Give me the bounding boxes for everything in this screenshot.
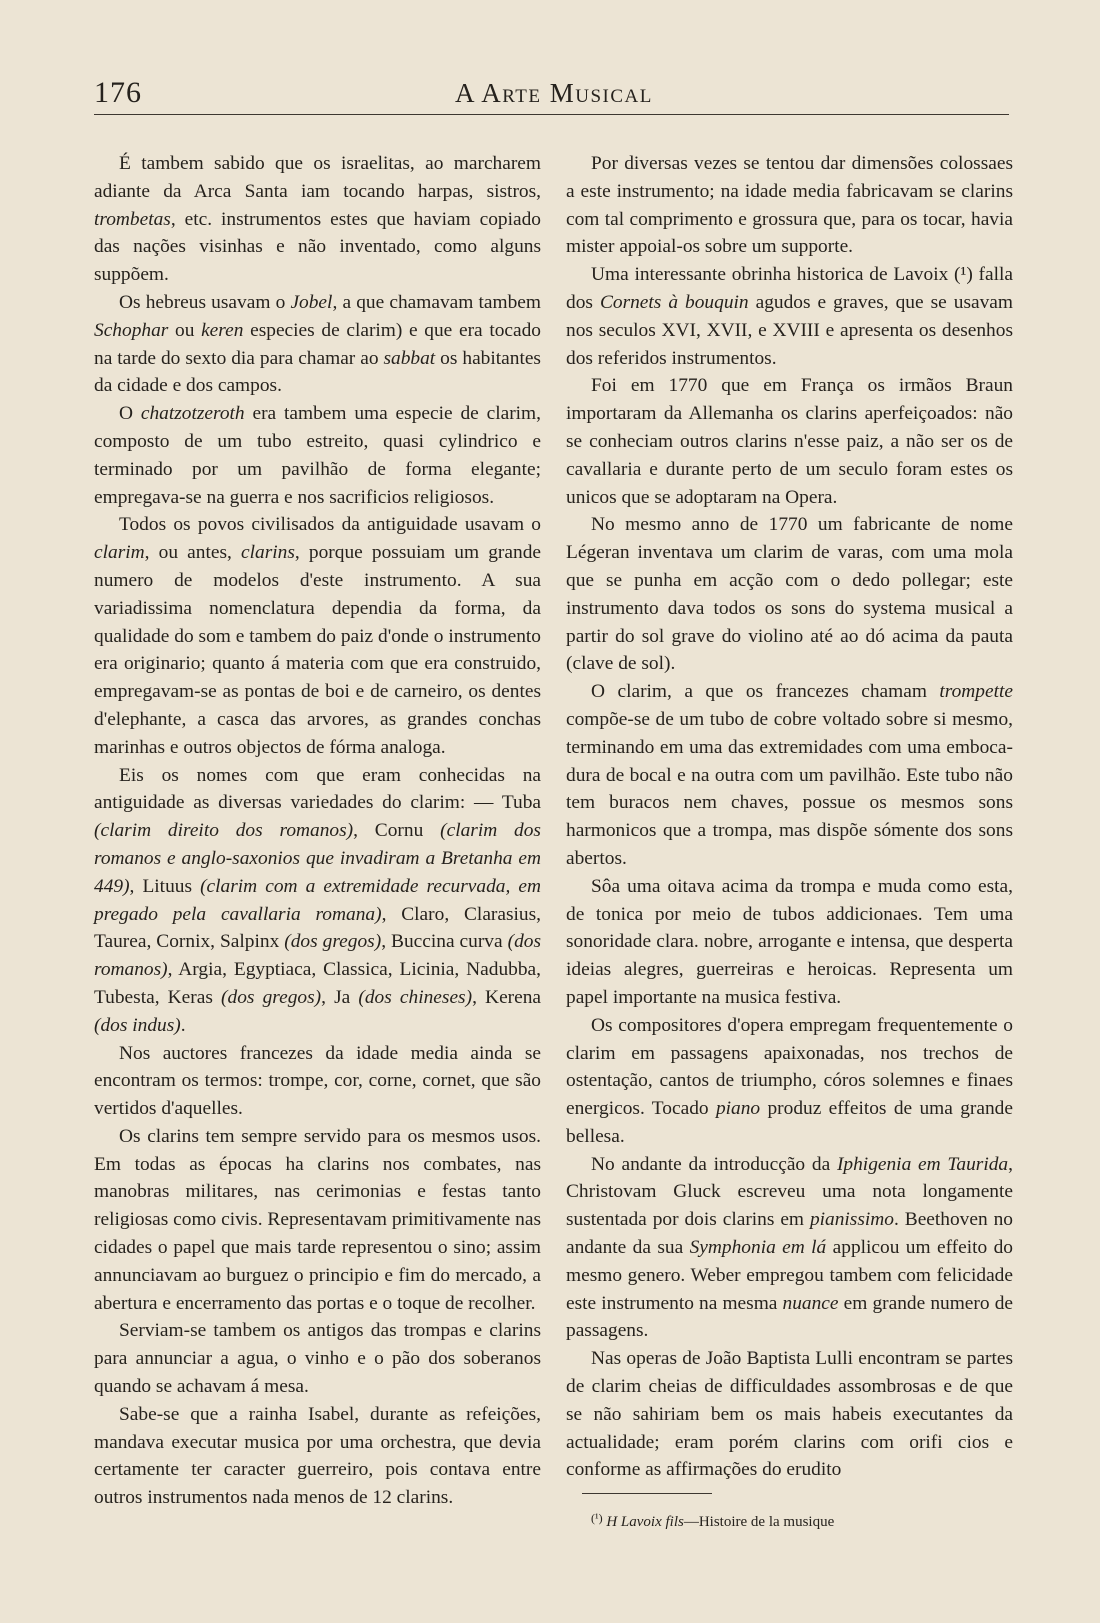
text-run: , Argia, Egyptiaca, Classica, Licinia, Nadubba, Tubesta, Keras [94,959,541,1008]
text-run: , ou antes, [144,542,242,564]
text-run: era tambem uma especie de clarim, composto de um tubo estreito, quasi cylindrico e terminado por um pavilhão de forma elegante; empregava-se na guerra e nos sacrificios religiosos. [94,403,541,508]
italic-run: trombetas [94,208,171,230]
text-run: Os compositores d'opera empregam frequentemente o clarim em passagens apaixonadas, nos trechos de ostentação, cantos de triumpho, córos solemnes e finaes energicos. Tocado [566,1014,1013,1120]
left-column [94,150,541,1512]
italic-run: (dos gregos) [221,986,322,1008]
italic-run: (clarim com a extremidade recurvada, em pregado pela cavallaria romana) [94,875,541,925]
italic-run: trompette [939,681,1013,703]
italic-run: (dos chineses) [358,986,473,1008]
italic-run: piano [715,1098,761,1120]
text-run: applicou um effeito do mesmo genero. Weber empregou tambem com felicidade este instrumento na mesma [566,1237,1013,1314]
text-run: . Beethoven no andante da sua [566,1209,1013,1259]
paragraph [94,1040,541,1123]
text-run: É tambem sabido que os israelitas, ao marcharem adiante da Arca Santa iam tocando harpas, sistros, [94,153,541,202]
italic-run: Jobel [290,291,333,313]
text-run: O clarim, a que os francezes chamam [591,681,940,703]
right-column [566,150,1013,1532]
text-run: Uma interessante obrinha historica de Lavoix (¹) falla dos [566,264,1013,313]
italic-run: Cornets à bouquin [599,291,749,313]
footnote-mark: (¹) [591,1511,603,1526]
running-title: A Arte Musical [455,78,653,108]
text-run: agudos e graves, que se usavam nos seculos XVI, XVII, e XVIII e apresenta os desenhos dos referidos instrumentos. [566,291,1013,369]
italic-run: Symphonia em lá [689,1237,827,1259]
page-number: 176 [94,76,142,109]
text-run: , Claro, Clarasius, Taurea, Cornix, Salpinx [94,903,542,953]
paragraph [94,1123,541,1318]
italic-run: Iphigenia em Taurida [836,1153,1009,1175]
text-run: O [119,403,141,425]
text-run: No andante da introducção da [591,1153,837,1175]
italic-run: keren [201,319,244,341]
text-run: , Christovam Gluck escreveu uma nota longamente sustentada por dois clarins em [566,1153,1013,1231]
text-run: , Cornu [353,820,441,842]
italic-run: (dos gregos) [284,931,382,953]
header-rule [94,114,1009,115]
italic-run: chatzotzeroth [140,403,245,425]
italic-run: (dos indus) [94,1014,181,1036]
text-run: ou [168,319,202,341]
text-run: especies de clarim) e que era tocado na tarde do sexto dia para chamar ao [94,319,541,369]
paragraph [566,1151,1013,1346]
paragraph [94,1317,541,1400]
text-run: , Lituus [129,875,201,897]
footnote-author: H Lavoix fils [606,1514,684,1531]
text-run: Foi em 1770 que em França os irmãos Braun importaram da Allemanha os clarins aperfeiçoados: não se conheciam outros clarins n'esse paiz, a não ser os de cavallaria e durante perto de um seculo foram estes os unicos que se adoptaram na Opera. [566,375,1013,508]
text-run: Sabe-se que a rainha Isabel, durante as refeições, mandava executar musica por uma orchestra, que devia certamente ter caracter guerreiro, pois contava entre outros instrumentos nada menos de 12 clarins. [94,1403,541,1509]
footnote [566,1512,1013,1532]
italic-run: Schophar [94,319,169,341]
footnote-title: Histoire de la musique [698,1514,835,1531]
footnote-rule [582,1493,712,1494]
italic-run: clarim [94,542,145,564]
text-run: Por diversas vezes se tentou dar dimensões colossaes a este instrumento; na idade media fabricavam se clarins com tal comprimento e grossura que, para os tocar, havia mister appoial-os sobre um supporte. [566,153,1013,258]
text-run: os habitantes da cidade e dos campos. [94,347,541,397]
text-run: , Buccina curva [381,931,508,953]
paragraph [566,261,1013,372]
text-run: . [180,1014,186,1036]
paragraph [94,762,541,1040]
text-run: No mesmo anno de 1770 um fabricante de nome Légeran inventava um clarim de varas, com uma mola que se punha em acção com o dedo pollegar; este instrumento dava todos os sons do systema musical a partir do sol grave do violino até ao dó acima da pauta (clave de sol). [566,514,1013,675]
italic-run: (dos romanos) [94,931,542,981]
text-run: Eis os nomes com que eram conhecidas na antiguidade as diversas variedades do clarim: — Tuba [94,764,541,814]
paragraph [566,372,1013,511]
text-run: , porque possuiam um grande numero de modelos d'este instrumento. A sua variadissima nomenclatura dependia da forma, da qualidade do som e tambem do paiz d'onde o instrumento era originario; quanto á materia com que era construido, empregavam-se as pontas de boi e de carneiro, os dentes d'elephante, a casca das arvores, as grandes conchas marinhas e outros objectos de fórma analoga. [94,542,541,758]
paragraph [566,1345,1013,1484]
paragraph [566,678,1013,873]
text-run: Todos os povos civilisados da antiguidade usavam o [119,514,541,536]
italic-run: (clarim direito dos romanos) [94,820,354,842]
text-run: , etc. instrumentos estes que haviam copiado das nações visinhas e não inventado, como alguns suppõem. [94,208,541,286]
text-run: produz effeitos de uma grande bellesa. [566,1098,1013,1147]
italic-run: (clarim dos romanos e anglo-saxonios que invadiram a Bretanha em 449) [94,820,541,897]
text-run: Nas operas de João Baptista Lulli encontram se partes de clarim cheias de difficuldades assombrosas e de que se não sahiriam bem os mais habeis executantes da actualidade; eram porém clarins com orifi cios e conforme as affirmações do erudito [566,1348,1013,1481]
text-run: Nos auctores francezes da idade media ainda se encontram os termos: trompe, cor, corne, cornet, que são vertidos d'aquelles. [94,1042,541,1120]
text-run: Os hebreus usavam o [119,291,291,313]
text-run: , a que chamavam tambem [332,291,541,313]
paragraph [566,873,1013,1012]
text-run: , Kerena [472,986,542,1008]
paragraph [94,289,541,400]
right-column-body [566,150,1013,1484]
italic-run: sabbat [383,347,436,369]
footnote-dash: — [683,1514,699,1531]
paragraph [94,1401,541,1512]
text-run: em grande numero de passagens. [566,1292,1013,1342]
text-run: Os clarins tem sempre servido para os mesmos usos. Em todas as épocas ha clarins nos combates, nas manobras militares, nas cerimonias e festas tanto religiosas como civis. Representavam primitivamente nas cidades o papel que mais tarde representou o sino; assim annunciavam ao burguez o principio e fim do mercado, a abertura e encerramento das portas e o toque de recolher. [94,1125,541,1314]
paragraph [566,150,1013,261]
italic-run: pianissimo [809,1209,894,1231]
paragraph [94,511,541,761]
paragraph [566,511,1013,678]
paragraph [566,1012,1013,1151]
text-run: compõe-se de um tubo de cobre voltado sobre si mesmo, terminando em uma das extremidades com uma embocadura de bocal e na outra com um pavilhão. Este tubo não tem buracos nem chaves, possue os mesmos sons harmonicos que a trompa, mas dispõe sómente dos sons abertos. [566,708,1013,869]
text-run: , Ja [321,986,359,1008]
text-run: Serviam-se tambem os antigos das trompas e clarins para annunciar a agua, o vinho e o pão dos soberanos quando se achavam á mesa. [94,1320,541,1398]
italic-run: nuance [782,1292,839,1314]
paragraph [94,150,541,289]
paragraph [94,400,541,511]
text-run: Sôa uma oitava acima da trompa e muda como esta, de tonica por meio de tubos addicionaes. Tem uma sonoridade clara. nobre, arrogante e intensa, que desperta ideias alegres, guerreiras e heroicas. Representa um papel importante na musica festiva. [566,875,1013,1008]
italic-run: clarins [241,542,295,564]
